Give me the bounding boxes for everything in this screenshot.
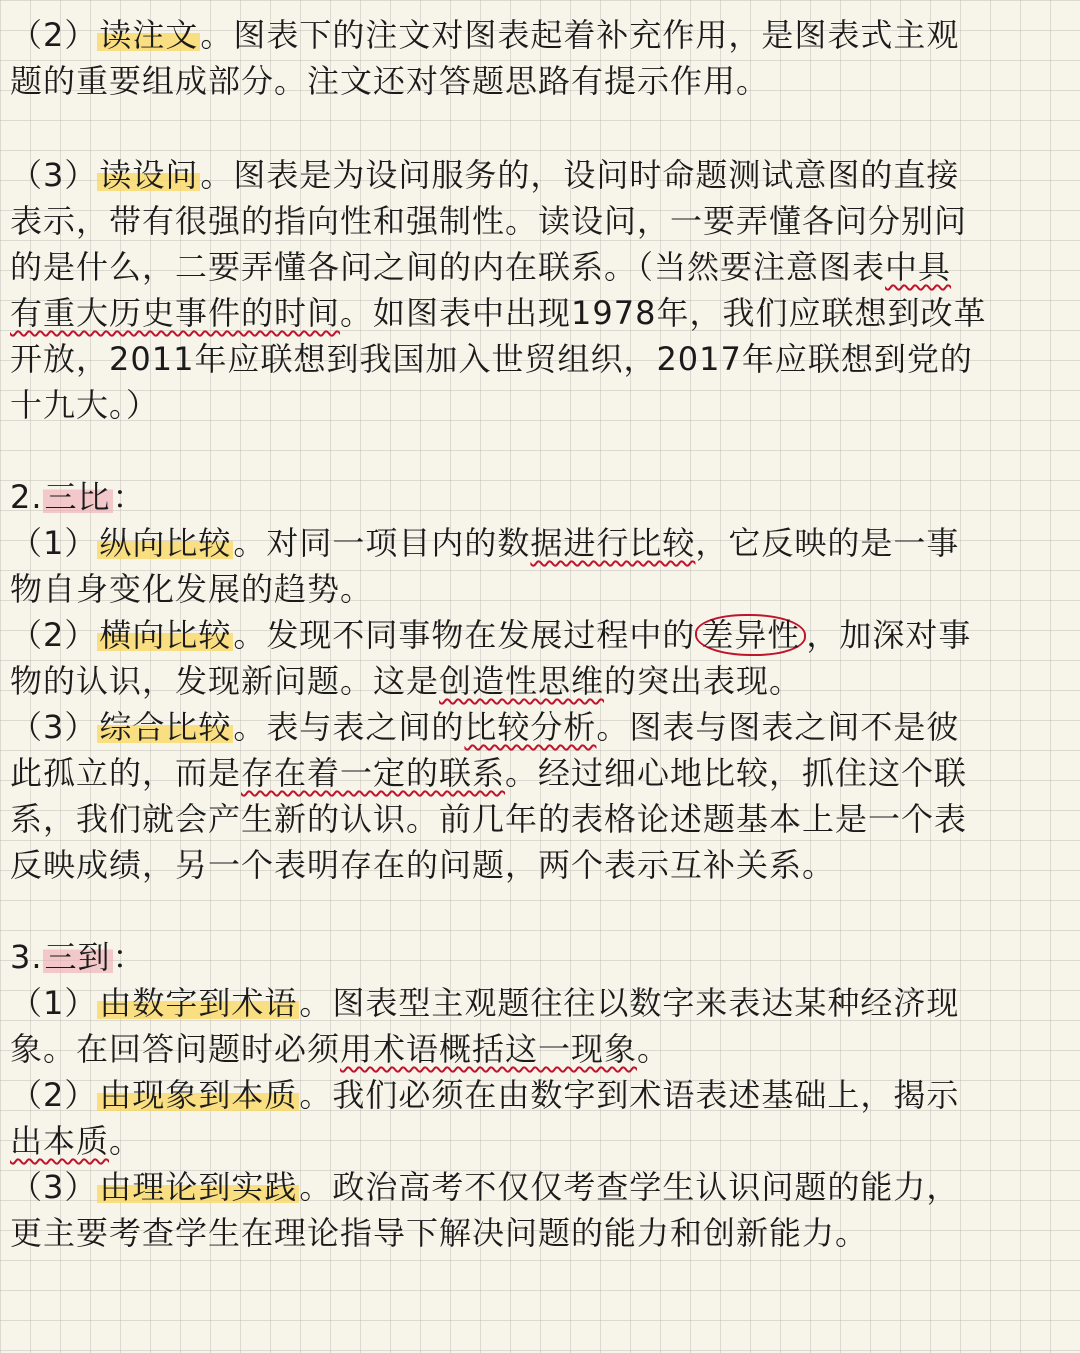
circled-phrase: 差异性 (695, 614, 806, 656)
section-heading: 2.三比： (10, 478, 146, 516)
underlined-phrase: 创造性思维 (439, 662, 605, 700)
text-line: （1）纵向比较。对同一项目内的数据进行比较，它反映的是一事 (10, 524, 960, 562)
text-line: 物的认识，发现新问题。这是创造性思维的突出表现。 (10, 662, 803, 700)
text-line: （2）由现象到本质。我们必须在由数字到术语表述基础上，揭示 (10, 1076, 960, 1114)
highlighted-term: 读设问 (99, 156, 199, 194)
text-line: 更主要考查学生在理论指导下解决问题的能力和创新能力。 (10, 1214, 869, 1252)
text-line: 有重大历史事件的时间。如图表中出现1978年，我们应联想到改革 (10, 294, 987, 332)
highlighted-term: 纵向比较 (99, 524, 232, 562)
highlighted-term: 综合比较 (99, 708, 232, 746)
underlined-phrase: 中具 (885, 248, 952, 286)
text-line: 此孤立的，而是存在着一定的联系。经过细心地比较，抓住这个联 (10, 754, 968, 792)
text-line: 象。在回答问题时必须用术语概括这一现象。 (10, 1030, 671, 1068)
highlighted-term: 横向比较 (99, 616, 232, 654)
text-line: 系，我们就会产生新的认识。前几年的表格论述题基本上是一个表 (10, 800, 968, 838)
text-line: 反映成绩，另一个表明存在的问题，两个表示互补关系。 (10, 846, 836, 884)
text-line: （2）读注文。图表下的注文对图表起着补充作用，是图表式主观 (10, 16, 960, 54)
text-line: （3）由理论到实践。政治高考不仅仅考查学生认识问题的能力， (10, 1168, 960, 1206)
text-line: 十九大。） (10, 386, 160, 424)
underlined-phrase: 比较分析 (464, 708, 597, 746)
underlined-phrase: 用术语概括这一现象 (340, 1030, 638, 1068)
text-line: （1）由数字到术语。图表型主观题往往以数字来表达某种经济现 (10, 984, 960, 1022)
highlighted-heading: 三到 (44, 938, 111, 976)
text-line: （2）横向比较。发现不同事物在发展过程中的 差异性 ，加深对事 (10, 616, 972, 654)
highlighted-term: 读注文 (99, 16, 199, 54)
text-line: 表示，带有很强的指向性和强制性。读设问，一要弄懂各问分别问 (10, 202, 968, 240)
text-line: 开放，2011年应联想到我国加入世贸组织，2017年应联想到党的 (10, 340, 973, 378)
highlighted-term: 由现象到本质 (99, 1076, 298, 1114)
highlighted-heading: 三比 (44, 478, 111, 516)
underlined-phrase: 有重大历史事件的时间 (10, 294, 341, 332)
highlighted-term: 由理论到实践 (99, 1168, 298, 1206)
underlined-phrase: 存在着一定的联系 (241, 754, 506, 792)
underlined-phrase: 据进行比较 (530, 524, 696, 562)
text-line: 的是什么，二要弄懂各问之间的内在联系。（当然要注意图表中具 (10, 248, 952, 286)
text-line: （3）综合比较。表与表之间的比较分析。图表与图表之间不是彼 (10, 708, 960, 746)
text-line: （3）读设问。图表是为设问服务的，设问时命题测试意图的直接 (10, 156, 960, 194)
text-line: 出本质。 (10, 1122, 143, 1160)
highlighted-term: 由数字到术语 (99, 984, 298, 1022)
text-line: 题的重要组成部分。注文还对答题思路有提示作用。 (10, 62, 770, 100)
underlined-phrase: 出本质 (10, 1122, 110, 1160)
section-heading: 3.三到： (10, 938, 146, 976)
text-line: 物自身变化发展的趋势。 (10, 570, 374, 608)
